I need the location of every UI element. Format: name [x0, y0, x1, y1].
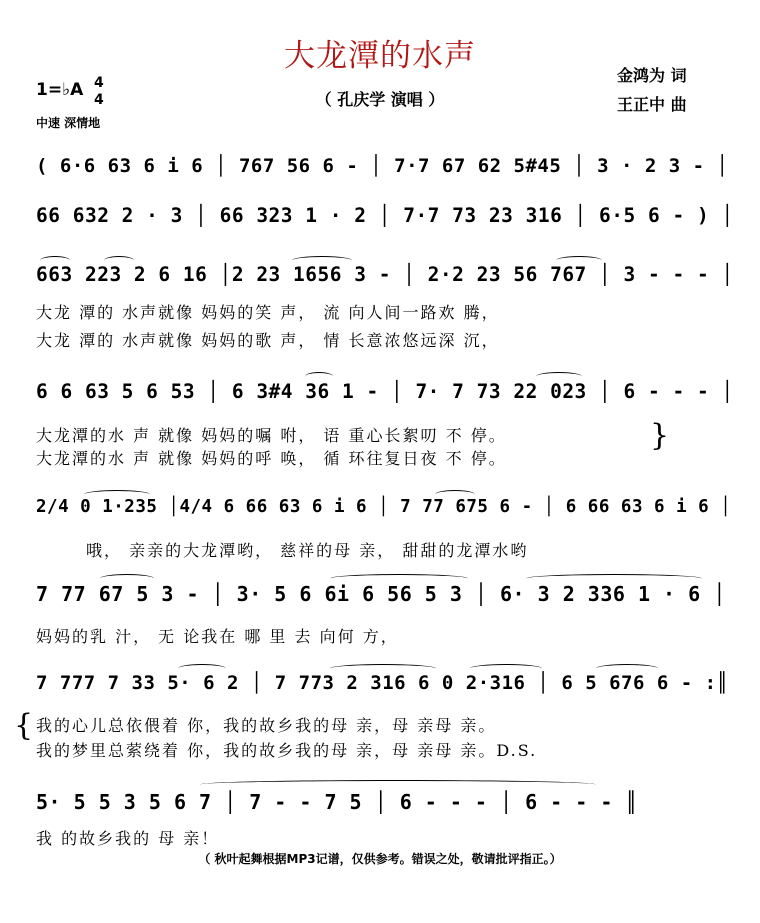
time-signature-bottom: 4: [94, 92, 104, 108]
slur-mark: [104, 256, 134, 265]
slur-mark: [330, 664, 436, 673]
key-signature: 1=♭A: [36, 80, 84, 100]
notation-row-7: 7 777 7 33 5· 6 2 │ 7 773 2 316 6 0 2·316 │ 6 5 676 6 - :║: [36, 672, 729, 694]
notation-row-1: ( 6·6 63 6 i 6 │ 767 56 6 - │ 7·7 67 62 5#45 │ 3 · 2 3 - │: [36, 155, 729, 177]
lyricist-credit: 金鸿为 词: [617, 66, 687, 85]
song-title: 大龙潭的水声: [284, 38, 476, 74]
slur-mark: [100, 574, 154, 583]
slur-mark: [536, 372, 582, 381]
notation-row-4: 6 6 63 5 6 53 │ 6 3#4 36 1 - │ 7· 7 73 22 023 │ 6 - - - │: [36, 380, 734, 403]
slur-mark: [178, 664, 226, 673]
notation-row-3: 663 223 2 6 16 │2 23 1656 3 - │ 2·2 23 56 767 │ 3 - - - │: [36, 263, 734, 286]
slur-mark: [435, 490, 475, 499]
slur-mark: [84, 490, 150, 499]
slur-mark: [292, 256, 352, 265]
lyric-row-8: 我 的故乡我的 母 亲！: [36, 829, 220, 848]
lyric-row-4-verse-1: 大龙潭的水 声 就像 妈妈的嘱 咐， 语 重心长絮叨 不 停。: [36, 426, 507, 445]
verse-brace-left: {: [14, 708, 34, 743]
footnote: （ 秋叶起舞根据MP3记谱，仅供参考。错误之处，敬请批评指正。）: [198, 852, 562, 866]
verse-brace-right: }: [650, 418, 670, 453]
time-signature-top: 4: [94, 75, 104, 91]
singer-credit: （ 孔庆学 演唱 ）: [315, 90, 445, 109]
slur-mark: [470, 664, 542, 673]
lyric-row-6: 妈妈的乳 汁， 无 论我在 哪 里 去 向何 方，: [36, 627, 399, 646]
slur-mark: [526, 574, 702, 583]
lyric-row-7-verse-1: 我的心儿总依偎着 你，我的故乡我的母 亲，母 亲母 亲。: [36, 716, 497, 735]
slur-mark: [200, 780, 596, 789]
slur-mark: [556, 256, 602, 265]
notation-row-6: 7 77 67 5 3 - │ 3· 5 6 6i 6 56 5 3 │ 6· 3 2 336 1 · 6 │: [36, 582, 726, 606]
notation-row-8: 5· 5 5 3 5 6 7 │ 7 - - 7 5 │ 6 - - - │ 6 - - - ║: [36, 790, 638, 814]
lyric-row-4-verse-2: 大龙潭的水 声 就像 妈妈的呼 唤， 循 环往复日夜 不 停。: [36, 449, 507, 468]
notation-row-5: 2/4 0 1·235 │4/4 6 66 63 6 i 6 │ 7 77 675 6 - │ 6 66 63 6 i 6 │: [36, 497, 732, 517]
lyric-row-3-verse-2: 大龙 潭的 水声就像 妈妈的歌 声， 情 长意浓悠远深 沉，: [36, 331, 500, 350]
slur-mark: [40, 256, 70, 265]
notation-row-2: 66 632 2 · 3 │ 66 323 1 · 2 │ 7·7 73 23 316 │ 6·5 6 - ) │: [36, 204, 734, 227]
lyric-row-5: 哦， 亲亲的大龙潭哟， 慈祥的母 亲， 甜甜的龙潭水哟: [86, 541, 529, 560]
composer-credit: 王正中 曲: [617, 95, 687, 114]
tempo-marking: 中速 深情地: [36, 116, 101, 130]
lyric-row-7-verse-2: 我的梦里总萦绕着 你，我的故乡我的母 亲，母 亲母 亲。D.S.: [36, 741, 538, 760]
slur-mark: [596, 664, 658, 673]
lyric-row-3-verse-1: 大龙 潭的 水声就像 妈妈的笑 声， 流 向人间一路欢 腾，: [36, 303, 500, 322]
slur-mark: [305, 372, 333, 381]
slur-mark: [330, 574, 468, 583]
